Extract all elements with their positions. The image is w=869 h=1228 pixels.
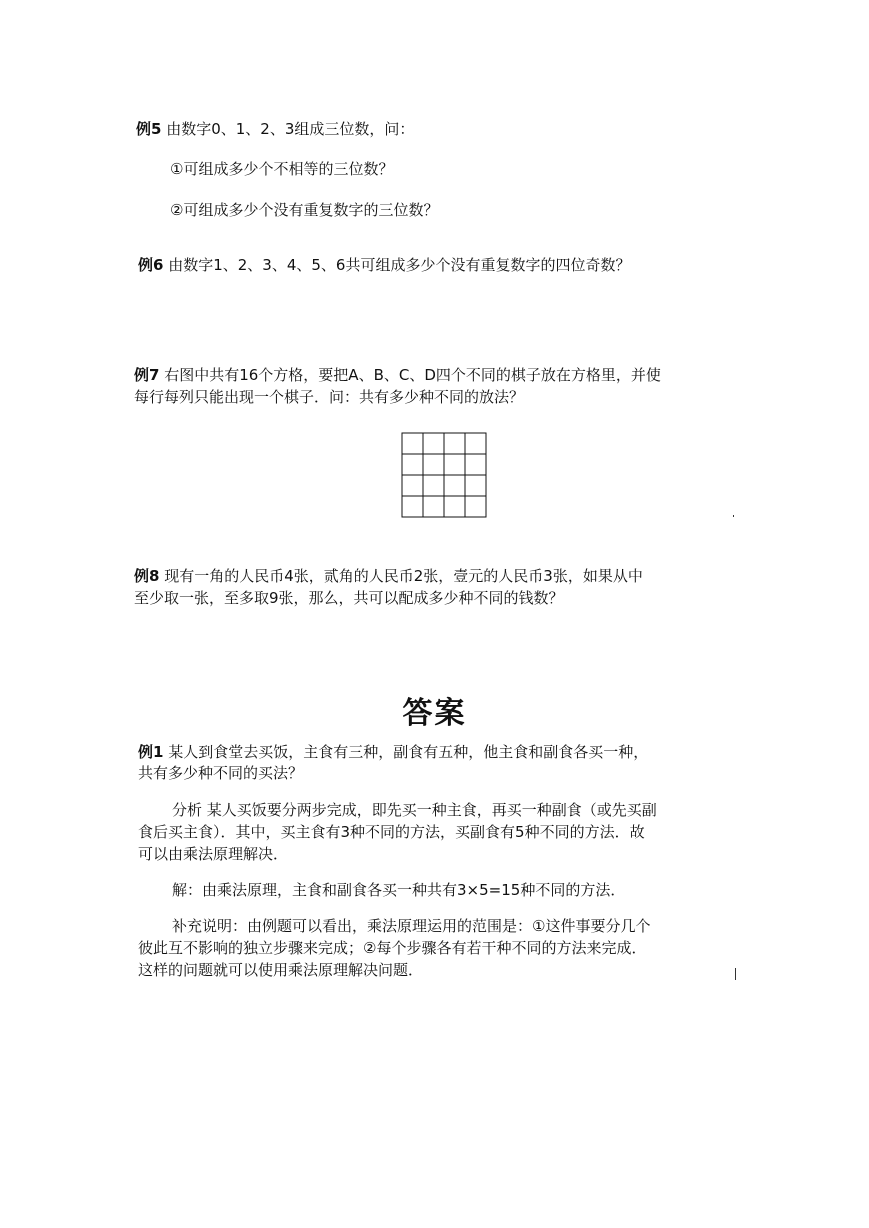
ex8-line2: 至少取一张，至多取9张，那么，共可以配成多少种不同的钱数？	[134, 589, 564, 607]
ex6-line	[138, 254, 630, 276]
note-line2: 彼此互不影响的独立步骤来完成；②每个步骤各有若干种不同的方法来完成．	[138, 939, 647, 957]
ex5-q2: ②可组成多少个没有重复数字的三位数？	[170, 201, 439, 219]
grid-cell	[423, 475, 444, 496]
grid-cell	[465, 496, 486, 517]
ex5-q1: ①可组成多少个不相等的三位数？	[170, 160, 394, 178]
answers-title: 答案	[402, 696, 467, 731]
ex8-text-1: 现有一角的人民币4张，贰角的人民币2张，壹元的人民币3张，如果从中	[164, 567, 643, 585]
grid-cell	[402, 496, 423, 517]
ex8-line1	[134, 565, 643, 587]
grid-cell	[444, 433, 465, 454]
ex7-line1	[134, 364, 661, 386]
analysis-line3: 可以由乘法原理解决．	[138, 845, 289, 863]
grid-cell	[402, 475, 423, 496]
note-line3: 这样的问题就可以使用乘法原理解决问题．	[138, 961, 424, 979]
ex6-text: 由数字1、2、3、4、5、6共可组成多少个没有重复数字的四位奇数？	[168, 256, 631, 274]
ans1-label: 例1	[138, 743, 164, 761]
note-line1: 补充说明：由例题可以看出，乘法原理运用的范围是：①这件事要分几个	[172, 917, 651, 935]
analysis-line2: 食后买主食）．其中，买主食有3种不同的方法，买副食有5种不同的方法．故	[138, 823, 645, 841]
page-mark	[733, 515, 734, 517]
ex7-line2: 每行每列只能出现一个棋子．问：共有多少种不同的放法？	[134, 388, 525, 406]
ex5-line	[136, 118, 414, 140]
grid-cell	[423, 496, 444, 517]
ans1-text-1: 某人到食堂去买饭，主食有三种，副食有五种，他主食和副食各买一种，	[168, 743, 649, 761]
ex6-label: 例6	[138, 256, 164, 274]
chessboard-grid	[401, 432, 487, 518]
ex7-label: 例7	[134, 366, 160, 384]
grid-cell	[465, 454, 486, 475]
ex5-label: 例5	[136, 120, 162, 138]
grid-cell	[423, 433, 444, 454]
grid-cell	[465, 475, 486, 496]
grid-cell	[402, 454, 423, 475]
grid-cell	[444, 454, 465, 475]
grid-cell	[444, 496, 465, 517]
page-mark-2	[735, 968, 736, 980]
grid-cell	[402, 433, 423, 454]
grid-cell	[465, 433, 486, 454]
grid-cell	[444, 475, 465, 496]
analysis-line1: 分析 某人买饭要分两步完成，即先买一种主食，再买一种副食（或先买副	[172, 801, 657, 819]
ex8-label: 例8	[134, 567, 160, 585]
ans1-line1	[138, 741, 648, 763]
solution-line: 解：由乘法原理，主食和副食各买一种共有3×5=15种不同的方法．	[172, 881, 626, 899]
ex5-text: 由数字0、1、2、3组成三位数，问：	[166, 120, 415, 138]
ans1-line2: 共有多少种不同的买法？	[138, 764, 304, 782]
ex7-text-1: 右图中共有16个方格，要把A、B、C、D四个不同的棋子放在方格里，并使	[164, 366, 661, 384]
grid-cell	[423, 454, 444, 475]
